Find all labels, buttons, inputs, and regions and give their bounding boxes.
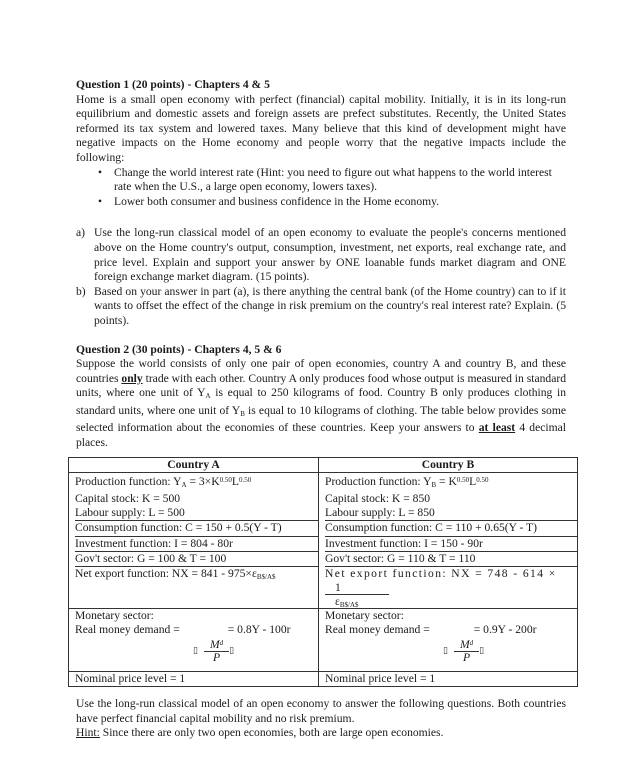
monetary-sector-label-a: Monetary sector: — [75, 609, 154, 623]
country-a-monetary-sector — [69, 609, 319, 672]
consumption-function-b: Consumption function: C = 110 + 0.65(Y - T) — [325, 521, 577, 536]
part-b — [76, 284, 566, 329]
emphasis-at-least: at least — [478, 421, 516, 435]
part-label: a) — [76, 226, 86, 240]
country-info-table — [68, 457, 578, 688]
price-level-a: Nominal price level = 1 — [69, 672, 319, 687]
document-page — [76, 78, 566, 741]
country-a-real-sector — [69, 472, 319, 608]
emphasis-only: only — [121, 371, 143, 385]
question-1-title: Question 1 (20 points) - Chapters 4 & 5 — [76, 78, 270, 91]
country-b-monetary-sector — [319, 609, 578, 672]
column-header-country-b: Country B — [319, 457, 578, 472]
bullet-item: • Lower both consumer and business confidence in the Home economy. — [114, 195, 566, 210]
question-2-instructions: Use the long-run classical model of an open economy to answer the following questions. Both countries have perfect financial capital mobility and no risk premium. — [76, 697, 566, 725]
column-header-country-a: Country A — [69, 457, 319, 472]
question-1-bullets — [76, 166, 566, 210]
capital-stock-a: Capital stock: K = 500 — [75, 492, 181, 506]
nx-fraction-denominator: $\varepsilon_{B\$/A\$}$ — [335, 595, 359, 610]
monetary-sector-label-b: Monetary sector: — [325, 609, 404, 623]
money-demand-a: Real money demand = = 0.8Y - 100r — [75, 623, 291, 637]
labour-supply-b: Labour supply: L = 850 — [325, 506, 577, 521]
capital-stock-b: Capital stock: K = 850 — [325, 492, 431, 506]
question-1-parts — [76, 226, 566, 328]
net-export-function-b: Net export function: NX = 748 - 614 × 1 $\varepsilon_{B\$/A\$}$ — [325, 567, 557, 610]
question-1-intro: Home is a small open economy with perfect (financial) capital mobility. Initially, it is in its long-run equilibrium and domestic assets and foreign assets are prefect substitutes. Recently, the United States reformed its tax system and lowered taxes. Many believe that this kind of development might have negative impacts on the Home economy and people worry that the negative impacts include the following: — [76, 92, 566, 164]
part-text: Based on your answer in part (a), is there anything the central bank (of the Home country) can to if it wants to offset the effect of the change in risk premium on the country's real interest rate? Explain. (5 points). — [94, 284, 566, 327]
hint-label: Hint: — [76, 726, 100, 740]
net-export-function-a: Net export function: NX = $841 - 975\times\varepsilon_{B\$/A\$}$ — [75, 567, 276, 582]
investment-function-b: Investment function: I = 150 - 90r — [325, 537, 577, 552]
production-function-b: Production function: $Y_B = K^{0.50}L^{0.50}$ — [325, 474, 489, 489]
consumption-function-a: Consumption function: C = 150 + 0.5(Y - T) — [75, 521, 318, 536]
part-a — [76, 226, 566, 284]
labour-supply-a: Labour supply: L = 500 — [75, 506, 318, 521]
production-function-a: Production function: $Y_A = 3\times K^{0.50}L^{0.50}$ — [75, 474, 252, 489]
question-2-hint: Hint: Since there are only two open economies, both are large open economies. — [76, 726, 444, 740]
money-demand-fraction-b: ▯ $\frac{M^d}{P}$ ▯ — [443, 638, 485, 665]
gov-sector-a: Gov't sector: G = 100 & T = 100 — [75, 552, 318, 567]
country-b-real-sector — [319, 472, 578, 608]
part-label: b) — [76, 284, 86, 298]
price-level-b: Nominal price level = 1 — [319, 672, 578, 687]
nx-fraction-numerator: 1 — [325, 582, 389, 595]
question-2-title: Question 2 (30 points) - Chapters 4, 5 & 6 — [76, 342, 282, 356]
money-demand-fraction-a: ▯ $\frac{M^d}{P}$ ▯ — [193, 638, 235, 665]
question-2-intro: Suppose the world consists of only one pair of open economies, country A and country B, and these countries only trade with each other. Country A only produces food whose output is measured in standard units, where one unit of $Y_A$ is equal to 250 kilograms of food. Country B only produces clothing in standard units, where one unit of $Y_B$ is equal to 10 kilograms of clothing. The table below provides some selected information about the economies of these countries. Keep your answers to at least 4 decimal places. — [76, 357, 567, 450]
investment-function-a: Investment function: I = 804 - 80r — [75, 537, 318, 552]
part-text: Use the long-run classical model of an open economy to evaluate the people's concerns mentioned above on the Home country's output, consumption, investment, net exports, real exchange rate, and price level. Explain and support your answer by ONE loanable funds market diagram and ONE foreign exchange market diagram. (15 points). — [94, 226, 566, 284]
money-demand-b: Real money demand = = 0.9Y - 200r — [325, 623, 537, 637]
gov-sector-b: Gov't sector: G = 110 & T = 110 — [325, 552, 577, 567]
bullet-item: • Change the world interest rate (Hint: you need to figure out what happens to the world interest rate when the U.S., a large open economy, lowers taxes). — [114, 166, 566, 195]
